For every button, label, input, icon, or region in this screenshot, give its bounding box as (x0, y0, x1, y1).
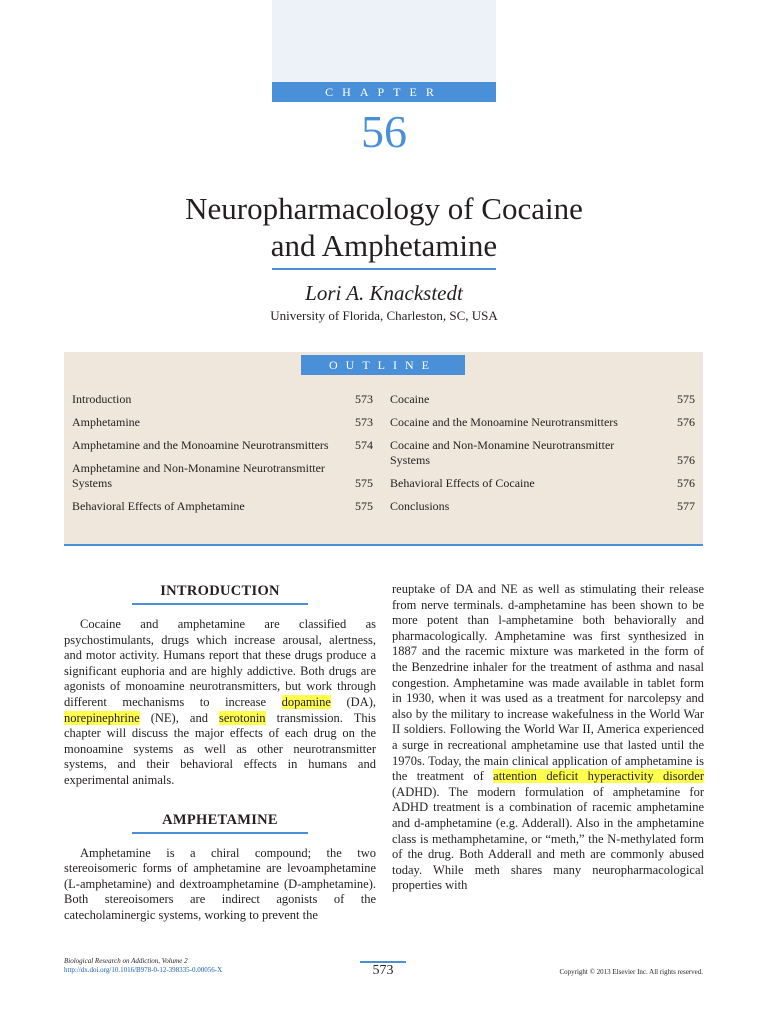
outline-item-label: Behavioral Effects of Cocaine (390, 476, 535, 490)
section-rule (132, 832, 308, 834)
outline-item-label: Cocaine and the Monoamine Neurotransmitters (390, 415, 618, 429)
outline-item-label: Behavioral Effects of Amphetamine (72, 499, 245, 513)
outline-item-label: Amphetamine and the Monoamine Neurotransmitters (72, 438, 329, 452)
outline-item-page: 575 (355, 499, 373, 513)
outline-item[interactable] (72, 499, 373, 514)
amphetamine-paragraph-continued (392, 582, 704, 894)
section-rule (132, 603, 308, 605)
outline-item-page: 576 (677, 415, 695, 429)
outline-item-page: 574 (355, 438, 373, 452)
highlight-norepinephrine: norepinephrine (64, 710, 140, 725)
outline-item-label: Conclusions (390, 499, 450, 513)
chapter-number: 56 (361, 106, 407, 157)
text-run: (ADHD). The modern formulation of amphetamine for ADHD treatment is a combination of racemic amphetamine and d-amphetamine (e.g. Adderall). Also in the amphetamine class is methamphetamine, or “meth,” the N-methylated form of the drug. Both Adderall and meth are commonly abused today. While meth shares many neuropharmacological properties with (392, 784, 704, 893)
outline-item[interactable] (72, 461, 373, 491)
text-run: reuptake of DA and NE as well as stimulating their release from nerve terminals. d-amphetamine has been shown to be more potent than l-amphetamine both behaviorally and pharmacologically. Amphetamine was first synthesized in 1887 and the racemic mixture was marketed in the form of the Benzedrine inhaler for the treatment of asthma and nasal congestion. Amphetamine was made available in tablet form in 1930, when it was used as a treatment for narcolepsy and also by the military to increase wakefulness in the World War II soldiers. Following the World War II, America experienced a surge in recreational amphetamine use that lasted until the 1970s. Today, the main clinical application of amphetamine is the treatment of (392, 582, 704, 784)
outline-item[interactable] (72, 415, 373, 430)
section-heading-amphetamine: AMPHETAMINE (162, 811, 278, 828)
title-rule (272, 268, 496, 270)
text-run: (DA), (330, 694, 376, 709)
outline-item[interactable] (390, 415, 695, 430)
body-right-column (392, 582, 704, 894)
outline-item-label: Cocaine (390, 392, 430, 406)
journal-name: Biological Research on Addiction, Volume 2 (64, 957, 188, 965)
outline-item-page: 575 (677, 392, 695, 406)
outline-item-label: Cocaine and Non-Monamine Neurotransmitter Systems (390, 438, 615, 467)
body-left-column (64, 582, 376, 924)
outline-item-page: 575 (355, 476, 373, 490)
outline-item-label: Amphetamine and Non-Monamine Neurotransmitter Systems (72, 461, 325, 490)
highlight-dopamine: dopamine (281, 694, 331, 709)
outline-item[interactable] (390, 476, 695, 491)
chapter-title-line-2: and Amphetamine (270, 228, 498, 263)
outline-item-label: Introduction (72, 392, 132, 406)
affiliation: University of Florida, Charleston, SC, USA (270, 308, 498, 323)
chapter-label: CHAPTER (272, 82, 496, 102)
text-run: (NE), and (139, 710, 220, 725)
outline-left-column (72, 392, 373, 522)
outline-item-page: 577 (677, 499, 695, 513)
amphetamine-paragraph: Amphetamine is a chiral compound; the two stereoisomeric forms of amphetamine are levoamphetamine (L-amphetamine) and dextroamphetamine (D-amphetamine). Both stereoisomers are indirect agonists of the catecholaminergic systems, working to prevent the (64, 845, 376, 922)
copyright-notice: Copyright © 2013 Elsevier Inc. All rights reserved. (559, 968, 703, 976)
chapter-title (100, 190, 668, 264)
text-run: transmission. This chapter will discuss the major effects of each drug on the monoamine systems as well as other neurotransmitter systems, and their behavioral effects in humans and experimental animals. (64, 710, 376, 787)
outline-item[interactable] (390, 499, 695, 514)
chapter-title-line-1: Neuropharmacology of Cocaine (185, 191, 583, 226)
section-heading-introduction: INTRODUCTION (160, 583, 280, 599)
outline-item[interactable] (390, 438, 695, 468)
doi-link[interactable]: http://dx.doi.org/10.1016/B978-0-12-398335-0.00056-X (64, 966, 223, 974)
footer-citation (64, 957, 222, 975)
highlight-adhd: attention deficit hyperactivity disorder (493, 769, 704, 784)
outline-item[interactable] (72, 438, 373, 453)
outline-item-page: 573 (355, 415, 373, 429)
outline-item-page: 573 (355, 392, 373, 406)
page-number: 573 (372, 963, 394, 978)
chapter-header-box (272, 0, 496, 82)
outline-item-page: 576 (677, 453, 695, 467)
outline-item[interactable] (72, 392, 373, 407)
author: Lori A. Knackstedt (305, 281, 463, 305)
outline-item-page: 576 (677, 476, 695, 490)
outline-item-label: Amphetamine (72, 415, 140, 429)
introduction-paragraph (64, 617, 376, 789)
highlight-serotonin: serotonin (219, 710, 266, 725)
outline-right-column (390, 392, 695, 522)
outline-item[interactable] (390, 392, 695, 407)
outline-label: OUTLINE (301, 355, 465, 375)
text-run: Cocaine and amphetamine are classified as psychostimulants, drugs which increase arousal, alertness, and motor activity. Humans report that these drugs produce a significant euphoria and are highly addictive. Both drugs are agonists of monoamine neurotransmitters, but work through different mechanisms to increase (64, 617, 376, 709)
amphetamine-section (64, 811, 376, 924)
